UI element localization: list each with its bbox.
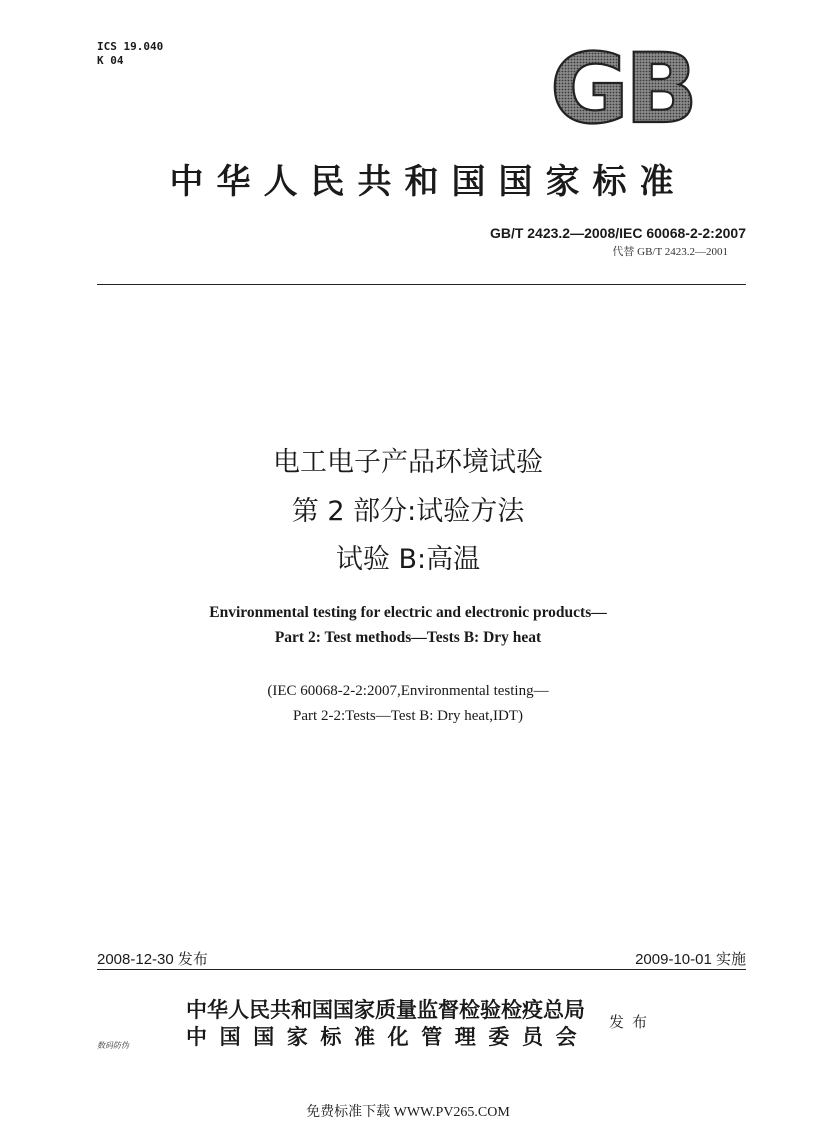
bottom-divider	[97, 969, 746, 970]
en-title-line2: Part 2: Test methods—Tests B: Dry heat	[274, 629, 542, 646]
cn-title-line2: 第 2 部分:试验方法	[291, 496, 525, 527]
iec-reference-line1: (IEC 60068-2-2:2007,Environmental testing—	[267, 683, 549, 699]
implement-date: 2009-10-01 实施	[635, 951, 746, 968]
replaces-note: 代替 GB/T 2423.2—2001	[612, 246, 728, 258]
top-divider	[97, 284, 746, 285]
gb-logo	[540, 46, 704, 132]
issuer-sac: 中国国家标准化管理委员会	[186, 1024, 590, 1049]
classification-codes	[97, 40, 163, 68]
footer-link[interactable]: 免费标准下载 WWW.PV265.COM	[306, 1105, 510, 1120]
issuer-aqsiq: 中华人民共和国国家质量监督检验检疫总局	[186, 997, 585, 1022]
national-standard-heading: 中华人民共和国国家标准	[169, 162, 687, 202]
ccs-code: K 04	[97, 54, 124, 67]
cn-title-line3: 试验 B:高温	[335, 544, 481, 575]
iec-reference-line2: Part 2-2:Tests—Test B: Dry heat,IDT)	[293, 708, 523, 724]
anti-counterfeit-mark: 数码防伪	[97, 1041, 129, 1050]
cn-title-line1: 电工电子产品环境试验	[273, 447, 543, 478]
standard-number-iec: IEC 60068-2-2:2007	[619, 225, 746, 241]
en-title-line1: Environmental testing for electric and electronic products—	[209, 604, 607, 621]
standard-number	[490, 225, 746, 241]
publish-label: 发布	[609, 1013, 656, 1031]
standard-number-main: GB/T 2423.2—2008/	[489, 225, 620, 241]
ics-code: ICS 19.040	[97, 40, 164, 53]
gb-logo-text: GB	[550, 46, 694, 132]
publish-date: 2008-12-30 发布	[97, 951, 208, 968]
